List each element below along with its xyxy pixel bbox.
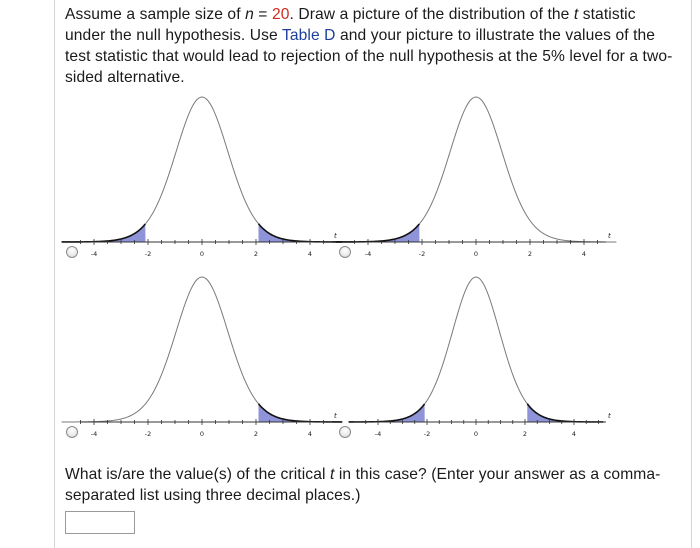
tick-label: 2 xyxy=(253,250,259,258)
tick-label: -4 xyxy=(90,250,98,258)
rejection-region-right xyxy=(259,224,343,242)
followup-part: What is/are the value(s) of the critical xyxy=(65,466,330,483)
tick-label: 4 xyxy=(581,250,587,258)
tick-label: 0 xyxy=(199,430,205,438)
variable-t: t xyxy=(573,6,579,23)
variable-n: n xyxy=(245,6,254,23)
rejection-region-left xyxy=(62,224,146,242)
tick-label: 4 xyxy=(307,250,313,258)
axis-variable-label: t xyxy=(608,412,611,420)
density-curve xyxy=(62,277,343,422)
table-d-link[interactable]: Table D xyxy=(281,27,336,44)
density-curve xyxy=(336,97,617,242)
tick-label: -2 xyxy=(423,430,431,438)
question-part: . Draw a picture of the distribution of the xyxy=(289,6,574,23)
equals-sign: = xyxy=(253,6,272,23)
tick-label: -4 xyxy=(374,430,382,438)
rejection-region-left xyxy=(349,404,425,422)
rejection-region-left xyxy=(336,224,420,242)
followup-part: in this case? (Enter your answer as a comma-separated list using three decimal places.) xyxy=(65,466,661,504)
choice-4-radio[interactable] xyxy=(339,426,351,438)
tick-label: 2 xyxy=(522,430,528,438)
tick-label: -4 xyxy=(364,250,372,258)
tick-label: 2 xyxy=(527,250,533,258)
variable-t: t xyxy=(329,466,335,483)
choice-option-2[interactable] xyxy=(334,92,624,262)
density-curve xyxy=(62,97,343,242)
choice-1-radio[interactable] xyxy=(66,246,78,258)
tick-label: 4 xyxy=(307,430,313,438)
question-part: Assume a sample size of xyxy=(65,6,246,23)
choice-3-radio[interactable] xyxy=(66,426,78,438)
tick-label: -4 xyxy=(90,430,98,438)
tick-label: -2 xyxy=(144,430,152,438)
choice-option-4[interactable] xyxy=(334,272,624,442)
sample-size-value: 20 xyxy=(271,6,290,23)
followup-question-text xyxy=(65,464,680,506)
critical-t-answer-input[interactable] xyxy=(65,511,135,534)
choice-option-1[interactable] xyxy=(60,92,350,262)
rejection-region-right xyxy=(259,404,343,422)
tick-label: -2 xyxy=(418,250,426,258)
t-distribution-plot-1 xyxy=(60,92,350,262)
t-distribution-plot-3 xyxy=(60,272,350,442)
axis-variable-label: t xyxy=(608,232,611,240)
tick-label: 2 xyxy=(253,430,259,438)
tick-label: 0 xyxy=(473,250,479,258)
rejection-region-right xyxy=(527,404,603,422)
density-curve xyxy=(349,277,604,422)
tick-label: 4 xyxy=(571,430,577,438)
tick-label: 0 xyxy=(199,250,205,258)
choice-option-3[interactable] xyxy=(60,272,350,442)
axis-variable-label: t xyxy=(334,232,337,240)
t-distribution-plot-4 xyxy=(334,272,624,442)
tick-label: -2 xyxy=(144,250,152,258)
question-text xyxy=(65,4,680,88)
axis-variable-label: t xyxy=(334,412,337,420)
question-part: and your picture to illustrate the values of the test statistic that would lead to rejection of the null hypothesis at the 5% level for a two-sided alternative. xyxy=(65,27,673,86)
choice-2-radio[interactable] xyxy=(339,246,351,258)
question-part: statistic under the null hypothesis. Use xyxy=(65,6,636,44)
t-distribution-plot-2 xyxy=(334,92,624,262)
tick-label: 0 xyxy=(473,430,479,438)
